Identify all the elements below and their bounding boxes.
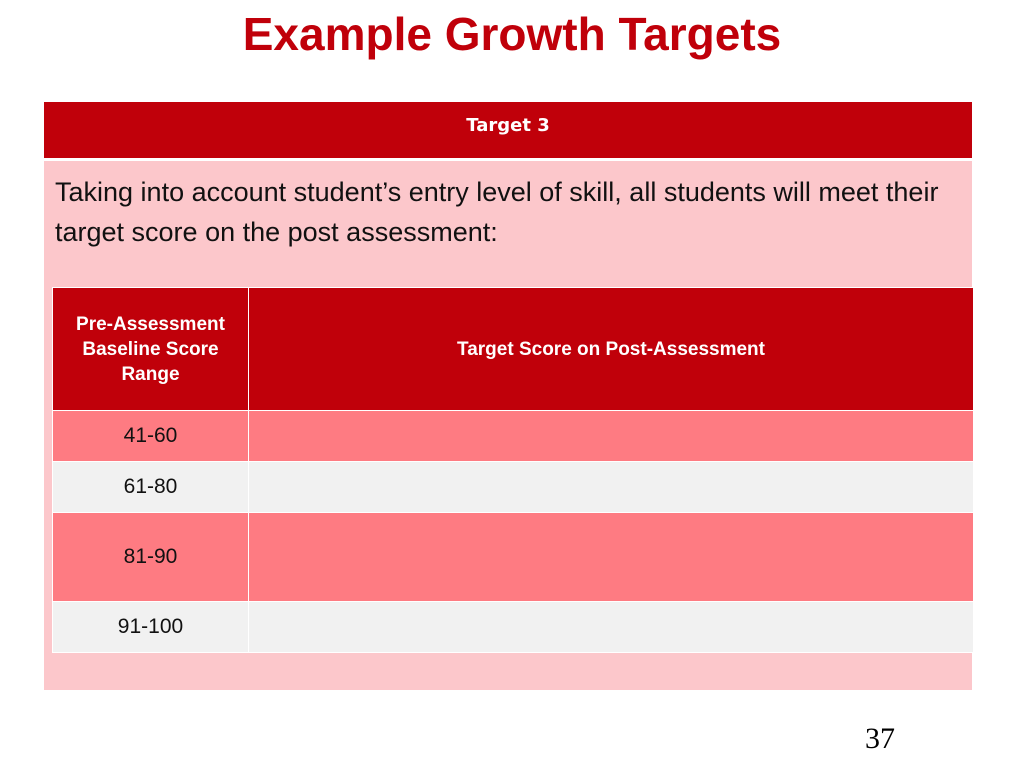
score-range-cell: 81-90 xyxy=(53,513,249,602)
header-score-range: Pre-Assessment Baseline Score Range xyxy=(53,288,249,411)
target-description: Taking into account student’s entry level of skill, all students will meet their target score on the post assessment: xyxy=(55,177,939,247)
slide-title: Example Growth Targets xyxy=(242,8,782,60)
header-target-score: Target Score on Post-Assessment xyxy=(249,288,974,411)
table-row xyxy=(53,462,974,513)
table-row xyxy=(53,602,974,653)
target-box xyxy=(44,102,972,690)
target-score-cell xyxy=(249,411,974,462)
target-score-cell xyxy=(249,513,974,602)
score-table xyxy=(52,287,974,653)
table-row xyxy=(53,411,974,462)
header-separator xyxy=(44,158,972,161)
page-number: 37 xyxy=(865,722,895,755)
target-score-cell xyxy=(249,462,974,513)
target-header: Target 3 xyxy=(44,102,972,158)
score-range-cell: 91-100 xyxy=(53,602,249,653)
table-header-row xyxy=(53,288,974,411)
score-range-cell: 61-80 xyxy=(53,462,249,513)
target-score-cell xyxy=(249,602,974,653)
table-row xyxy=(53,513,974,602)
score-range-cell: 41-60 xyxy=(53,411,249,462)
